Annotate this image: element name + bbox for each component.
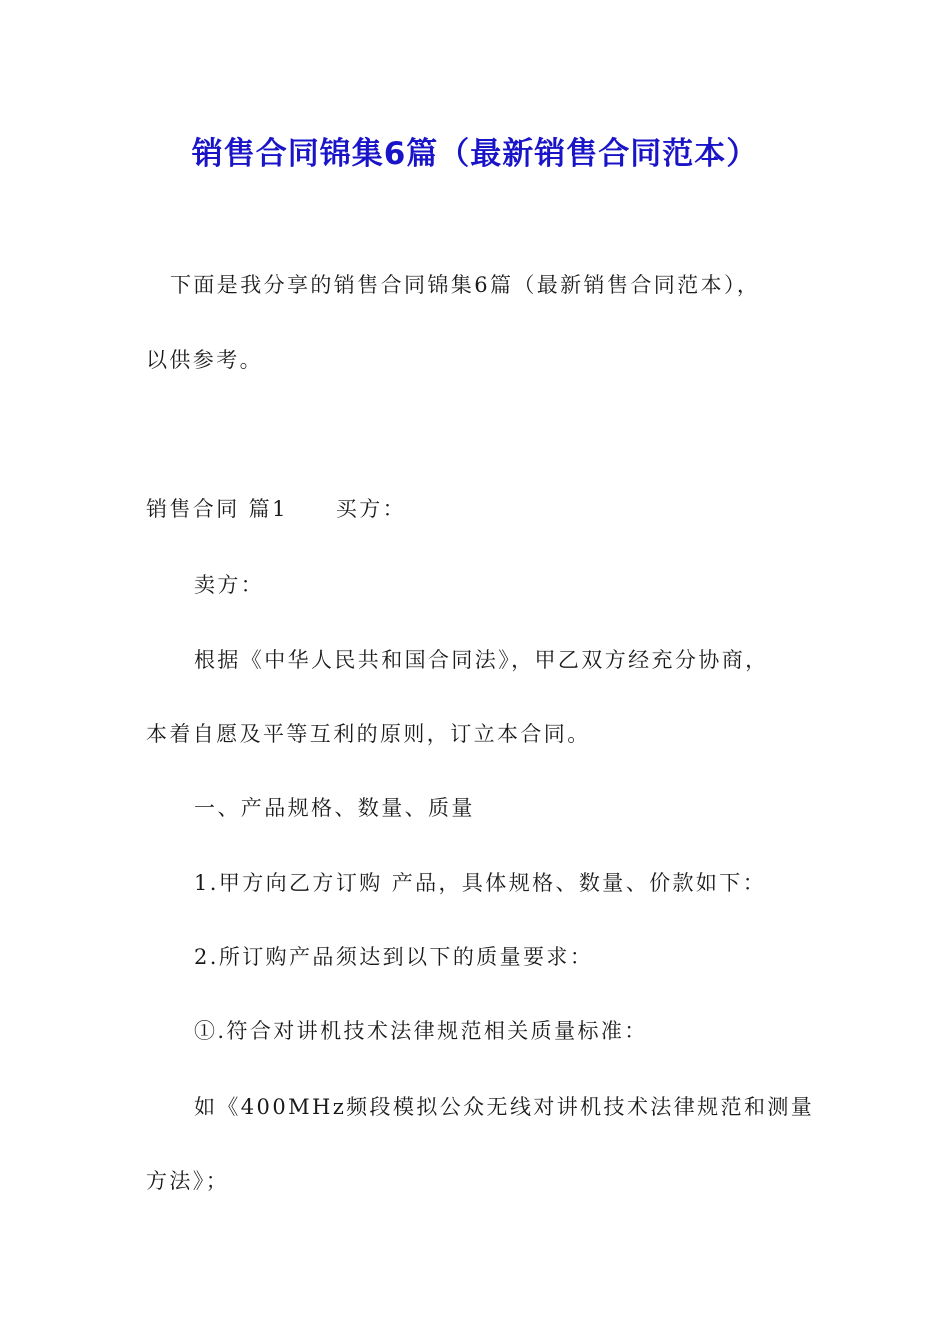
paragraph-1-line-2: 本着自愿及平等互利的原则，订立本合同。 <box>146 722 591 746</box>
example-line-1: 如《400MHz频段模拟公众无线对讲机技术法律规范和测量 <box>194 1095 815 1119</box>
section-heading: 销售合同 篇1 <box>146 497 288 521</box>
section-heading-row <box>146 494 406 524</box>
paragraph-1-line-1: 根据《中华人民共和国合同法》，甲乙双方经充分协商， <box>194 648 769 672</box>
intro-line-2: 以供参考。 <box>146 348 263 372</box>
seller-label: 卖方： <box>194 573 265 597</box>
example-line-2: 方法》； <box>146 1169 230 1193</box>
sub-item-1: ①.符合对讲机技术法律规范相关质量标准： <box>194 1019 648 1043</box>
intro-line-1: 下面是我分享的销售合同锦集6篇（最新销售合同范本）， <box>170 273 761 297</box>
buyer-label: 买方： <box>335 497 407 521</box>
clause-1-title: 一、产品规格、数量、质量 <box>194 796 475 820</box>
item-1: 1.甲方向乙方订购 产品，具体规格、数量、价款如下： <box>194 871 767 895</box>
document-title: 销售合同锦集6篇（最新销售合同范本） <box>191 136 759 172</box>
item-2: 2.所订购产品须达到以下的质量要求： <box>194 945 594 969</box>
